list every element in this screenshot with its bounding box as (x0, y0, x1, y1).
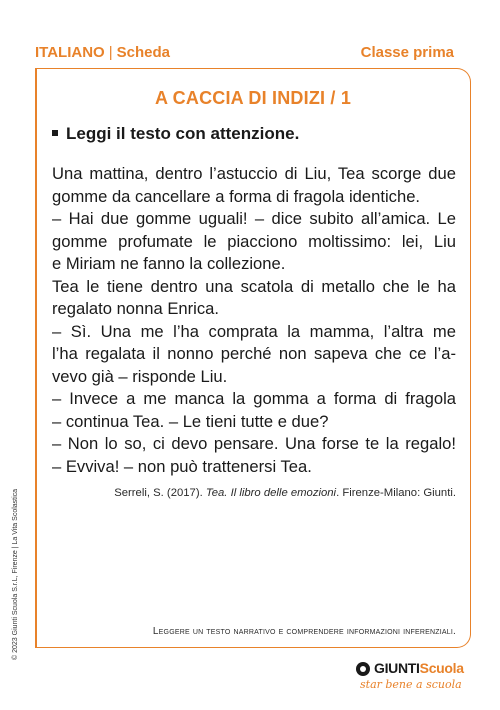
logo-brand-name: GIUNTI (374, 660, 420, 676)
story-line: l’ha regalata il nonno perché non sapeva che ce l’a- (52, 344, 456, 363)
story-line: regalato nonna Enrica. (52, 299, 219, 318)
instruction (52, 124, 299, 144)
page-header (35, 44, 454, 66)
citation-publisher: . Firenze-Milano: Giunti. (336, 487, 456, 499)
story-line: Una mattina, dentro l’astuccio di Liu, Tea scorge due (52, 164, 456, 183)
header-separator: | (108, 44, 113, 61)
publisher-logo (356, 660, 466, 700)
citation-author: Serreli, S. (2017). (114, 487, 206, 499)
story-line: – Sì. Una me l’ha comprata la mamma, l’altra me (52, 321, 456, 341)
bullet-icon (52, 130, 58, 136)
story-text (52, 163, 456, 478)
logo-mark-icon (356, 662, 370, 676)
subject-label (35, 44, 170, 61)
story-line: – Hai due gomme uguali! – dice subito all’amica. Le (52, 209, 456, 228)
citation (52, 487, 456, 499)
story-line: – Non lo so, ci devo pensare. Una forse te la regalo! (52, 434, 456, 453)
story-line: vevo già – risponde Liu. (52, 366, 228, 386)
logo-brand-accent: Scuola (419, 660, 464, 676)
learning-objective: Leggere un testo narrativo e comprendere informazioni inferenziali. (152, 626, 456, 637)
story-line: – continua Tea. – Le tieni tutte e due? (52, 411, 329, 431)
story-line: – Evviva! – non può trattenersi Tea. (52, 456, 312, 476)
subject-name: ITALIANO (35, 44, 105, 61)
sheet-kind: Scheda (116, 44, 170, 61)
story-line: e Miriam ne fanno la collezione. (52, 254, 286, 273)
story-line: Tea le tiene dentro una scatola di metallo che le ha (52, 276, 456, 296)
worksheet-title: A CACCIA DI INDIZI / 1 (154, 88, 352, 108)
story-line: gomme profumate le piacciono moltissimo: lei, Liu (52, 231, 456, 251)
story-line: gomme da cancellare a forma di fragola identiche. (52, 186, 421, 206)
card-left-border (35, 68, 37, 648)
grade-label: Classe prima (360, 44, 454, 61)
copyright-notice: © 2023 Giunti Scuola S.r.L, Firenze | La Vita Scolastica (12, 488, 19, 660)
citation-title: Tea. Il libro delle emozioni (205, 487, 337, 499)
story-line: – Invece a me manca la gomma a forma di fragola (52, 389, 456, 408)
logo-tagline: star bene a scuola (360, 678, 462, 691)
logo-brand (374, 660, 464, 676)
instruction-text: Leggi il testo con attenzione. (66, 124, 300, 143)
